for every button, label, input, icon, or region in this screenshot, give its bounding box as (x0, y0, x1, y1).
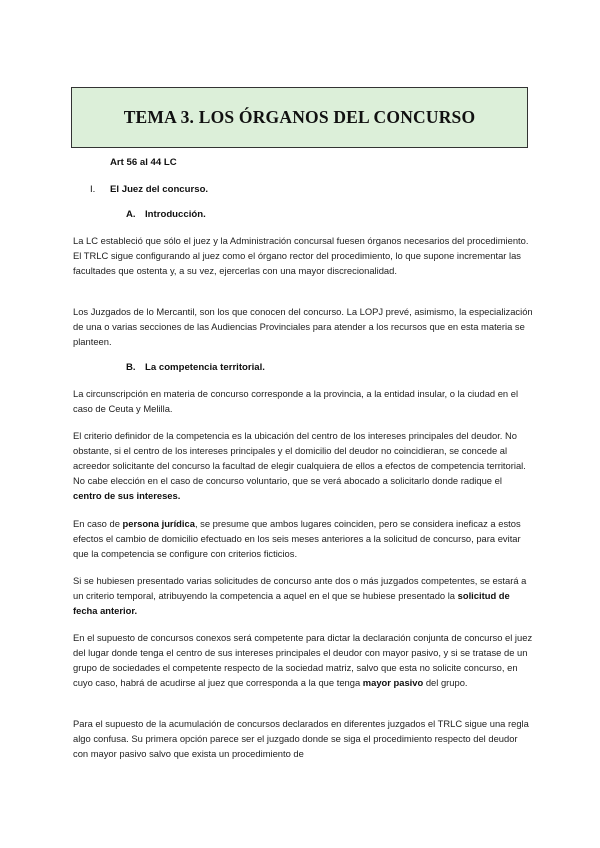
title-box (71, 87, 528, 148)
paragraph-conexos-post: del grupo. (423, 677, 468, 688)
article-reference: Art 56 al 44 LC (110, 157, 177, 168)
paragraph-solicitudes-text: Si se hubiesen presentado varias solicitudes de concurso ante dos o más juzgados competentes, se estará a un criterio temporal, atribuyendo la competencia a aquel en el que se hubiese presentado la (73, 575, 527, 601)
paragraph-pj-emphasis: persona jurídica (122, 518, 195, 529)
subsection-a-marker: A. (126, 209, 136, 220)
paragraph-conexos (73, 630, 533, 690)
paragraph-pj-post: , se presume que ambos lugares coinciden, pero se considera ineficaz a estos efectos el cambio de domicilio efectuado en los seis meses anteriores a la solicitud de concurso, para evitar que la competencia se configure con criterios ficticios. (73, 518, 521, 559)
paragraph-criterio-emphasis: centro de sus intereses. (73, 490, 181, 501)
paragraph-conexos-emphasis: mayor pasivo (362, 677, 424, 688)
paragraph-circunscripcion: La circunscripción en materia de concurso corresponde a la provincia, a la entidad insular, o la ciudad en el caso de Ceuta y Melilla. (73, 388, 519, 414)
subsection-b-heading: La competencia territorial. (145, 362, 265, 373)
paragraph-acumulacion: Para el supuesto de la acumulación de concursos declarados en diferentes juzgados el TRLC sigue una regla algo confusa. Su primera opción parece ser el juzgado donde se siga el procedimiento respecto del deudor con mayor pasivo salvo que exista un procedimiento de (73, 718, 529, 759)
page-title: TEMA 3. LOS ÓRGANOS DEL CONCURSO (123, 107, 476, 127)
paragraph-persona-juridica (73, 516, 533, 561)
section-1-marker: I. (90, 184, 96, 195)
subsection-a-heading: Introducción. (145, 209, 206, 220)
paragraph-conexos-text: En el supuesto de concursos conexos será competente para dictar la declaración conjunta de concurso el juez del lugar donde tenga el centro de sus intereses principales el deudor con mayor pasivo, y si se tratase de un grupo de sociedades el competente respecto de la sociedad matriz, salvo que esta no solicite concurso, en cuyo caso, habrá de acudirse al juez que corresponda a la que tenga (73, 632, 533, 688)
section-1-heading: El Juez del concurso. (110, 184, 209, 195)
paragraph-criterio (73, 428, 533, 503)
paragraph-intro: La LC estableció que sólo el juez y la Administración concursal fuesen órganos necesarios del procedimiento. El TRLC sigue configurando al juez como el órgano rector del procedimiento, lo que supone incrementar las facultades que ostenta y, a su vez, ejercerlas con una mayor discrecionalidad. (73, 235, 529, 276)
paragraph-criterio-text: El criterio definidor de la competencia es la ubicación del centro de los intereses principales del deudor. No obstante, si el centro de los intereses principales y el domicilio del deudor no coincidieran, se concede al acreedor solicitante del concurso la facultad de elegir cualquiera de ellos a efectos de competencia territorial. No cabe elección en el caso de concurso voluntario, que se verá abocado a solicitarlo donde radique el (73, 430, 526, 486)
subsection-b-marker: B. (126, 362, 136, 373)
paragraph-solicitudes-emphasis: solicitud de fecha anterior. (73, 590, 510, 616)
paragraph-pj-pre: En caso de (73, 518, 123, 529)
paragraph-juzgados: Los Juzgados de lo Mercantil, son los que conocen del concurso. La LOPJ prevé, asimismo, la especialización de una o varias secciones de las Audiencias Provinciales para atender a los recursos que en esta materia se planteen. (73, 306, 533, 347)
paragraph-solicitudes (73, 573, 533, 618)
